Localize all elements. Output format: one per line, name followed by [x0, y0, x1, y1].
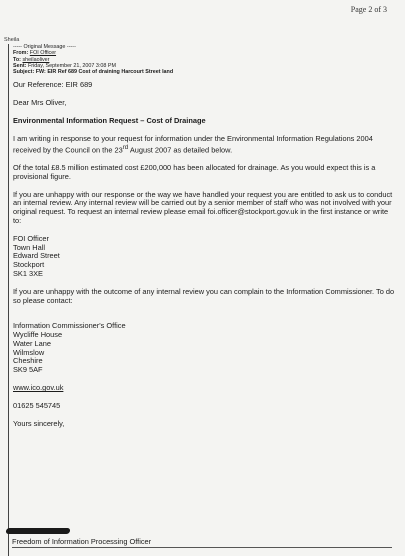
footer-divider [12, 547, 392, 548]
ico-address-block [13, 322, 397, 375]
request-title: Environmental Information Request – Cost of Drainage [13, 116, 206, 126]
address-line: Town Hall [13, 242, 46, 252]
address-line: FOI Officer [13, 233, 50, 243]
paragraph-complaint: If you are unhappy with the outcome of any internal review you can complain to the Information Commissioner. To do so please contact: [13, 286, 395, 305]
header-subject-label: Subject: [13, 69, 35, 76]
header-sent-label: Sent: [13, 62, 27, 69]
header-from-label: From: [13, 50, 29, 57]
header-sent-value: Friday, September 21, 2007 3:08 PM [27, 62, 116, 69]
address-line: Cheshire [13, 356, 43, 366]
header-separator: ----- Original Message ----- [13, 44, 76, 50]
quoted-message [8, 44, 397, 556]
salutation: Dear Mrs Oliver, [13, 98, 67, 108]
header-subject-row [13, 69, 397, 75]
closing: Yours sincerely, [13, 418, 65, 428]
ico-phone: 01625 545745 [13, 400, 61, 410]
page-number: Page 2 of 3 [350, 5, 387, 14]
address-line: Information Commissioner's Office [13, 321, 126, 331]
paragraph-response [13, 135, 397, 155]
date-ordinal-suffix: rd [122, 143, 129, 151]
header-subject-value: FW: EIR Ref 689 Cost of draining Harcourt Street land [35, 69, 174, 76]
redacted-signature [5, 528, 70, 534]
sender-name: Sheila [4, 37, 20, 43]
ico-website-link[interactable]: www.ico.gov.uk [13, 383, 64, 393]
address-line: Edward Street [13, 251, 60, 261]
address-line: SK9 5AF [13, 365, 43, 375]
address-line: Water Lane [13, 338, 51, 348]
message-body [13, 81, 397, 428]
paragraph-response-text: I am writing in response to your request for information under the Environmental Information Regulations 2004 received by the Council on the 23 [13, 133, 373, 155]
header-to-link[interactable]: sheilaoliver [22, 56, 50, 63]
paragraph-cost: Of the total £8.5 million estimated cost £200,000 has been allocated for drainage. As you would expect this is a provisional figure. [13, 162, 376, 181]
message-header [13, 44, 397, 75]
paragraph-response-text-end: August 2007 as detailed below. [128, 145, 233, 155]
reference-line: Our Reference: EIR 689 [13, 80, 93, 90]
signature-title: Freedom of Information Processing Officer [12, 537, 152, 546]
address-line: Wilmslow [13, 347, 45, 357]
header-to-label: To: [13, 56, 21, 63]
header-from-link[interactable]: FOI Officer [29, 50, 57, 57]
address-line: Wycliffe House [13, 330, 63, 340]
address-line: Stockport [13, 260, 45, 270]
foi-address-block [13, 235, 397, 279]
paragraph-review: If you are unhappy with our response or the way we have handled your request you are entitled to ask us to conduct an internal review. Any internal review will be carried out by a senior member of staff who was not involved with your original request. To request an internal review please email foi.officer@stockport.gov.uk in the first instance or write to: [13, 189, 393, 225]
address-line: SK1 3XE [13, 268, 43, 278]
